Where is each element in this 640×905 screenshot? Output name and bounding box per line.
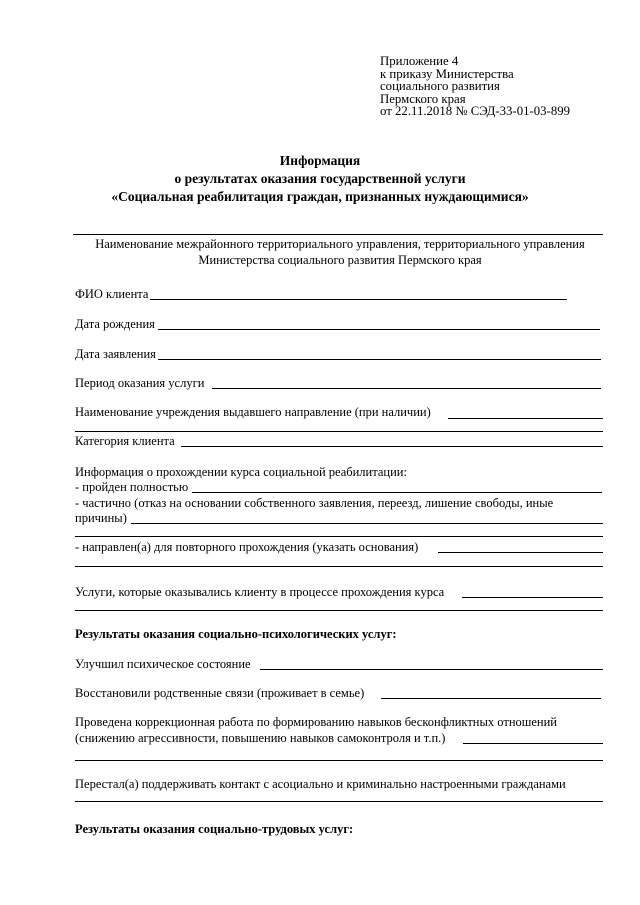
institution-field-line2[interactable] — [75, 431, 603, 432]
rehab-repeat-label: - направлен(а) для повторного прохождения (указать основания) — [75, 540, 419, 554]
rehab-partial-field[interactable] — [131, 523, 603, 524]
institution-field[interactable] — [448, 418, 603, 419]
family-field[interactable] — [381, 698, 601, 699]
family-label: Восстановили родственные связи (проживает в семье) — [75, 686, 365, 700]
org-caption-line1: Наименование межрайонного территориального управления, территориального управления — [95, 237, 585, 251]
document-title: Информация — [279, 153, 361, 168]
birth-date-field[interactable] — [158, 329, 600, 330]
asocial-label: Перестал(а) поддерживать контакт с асоциально и криминально настроенными гражданами — [75, 777, 566, 791]
improved-field[interactable] — [260, 669, 603, 670]
service-period-field[interactable] — [212, 388, 601, 389]
category-field[interactable] — [181, 446, 603, 447]
correction-field-line2[interactable] — [75, 760, 603, 761]
institution-label: Наименование учреждения выдавшего направление (при наличии) — [75, 405, 431, 419]
correction-label: Проведена коррекционная работа по формированию навыков бесконфликтных отношений — [75, 715, 557, 729]
annex-line: социального развития — [380, 79, 500, 93]
rehab-partial-label-cont: причины) — [75, 511, 127, 525]
fio-field[interactable] — [150, 299, 567, 300]
rehab-repeat-field-line2[interactable] — [75, 566, 603, 567]
document-subtitle: о результатах оказания государственной услуги — [174, 171, 466, 186]
rehab-repeat-field[interactable] — [438, 552, 603, 553]
category-label: Категория клиента — [75, 434, 175, 448]
rehab-info-heading: Информация о прохождении курса социальной реабилитации: — [75, 465, 407, 479]
correction-label-cont: (снижению агрессивности, повышению навыков самоконтроля и т.п.) — [75, 731, 446, 745]
annex-line: Приложение 4 — [380, 54, 459, 68]
org-name-line — [73, 234, 603, 235]
services-label: Услуги, которые оказывались клиенту в процессе прохождения курса — [75, 585, 445, 599]
application-date-field[interactable] — [158, 359, 601, 360]
rehab-partial-field-line2[interactable] — [75, 536, 603, 537]
annex-line: от 22.11.2018 № СЭД-33-01-03-899 — [380, 104, 571, 118]
services-field[interactable] — [462, 597, 603, 598]
birth-date-label: Дата рождения — [75, 317, 155, 331]
asocial-field[interactable] — [75, 801, 603, 802]
improved-label: Улучшил психическое состояние — [75, 657, 251, 671]
org-caption-line2: Министерства социального развития Пермского края — [198, 253, 482, 267]
annex-block — [380, 55, 570, 118]
service-name: «Социальная реабилитация граждан, признанных нуждающимися» — [111, 189, 529, 204]
annex-line: к приказу Министерства — [380, 66, 514, 81]
rehab-partial-label: - частично (отказ на основании собственного заявления, переезд, лишение свободы, иные — [75, 496, 554, 510]
application-date-label: Дата заявления — [75, 347, 156, 361]
fio-label: ФИО клиента — [75, 287, 149, 301]
labor-results-heading: Результаты оказания социально-трудовых услуг: — [75, 822, 354, 836]
correction-field[interactable] — [463, 743, 603, 744]
service-period-label: Период оказания услуги — [75, 376, 205, 390]
psych-results-heading: Результаты оказания социально-психологических услуг: — [75, 627, 397, 641]
annex-line: Пермского края — [380, 91, 466, 106]
rehab-full-label: - пройден полностью — [75, 480, 189, 494]
rehab-full-field[interactable] — [192, 492, 602, 493]
services-field-line2[interactable] — [75, 610, 603, 611]
